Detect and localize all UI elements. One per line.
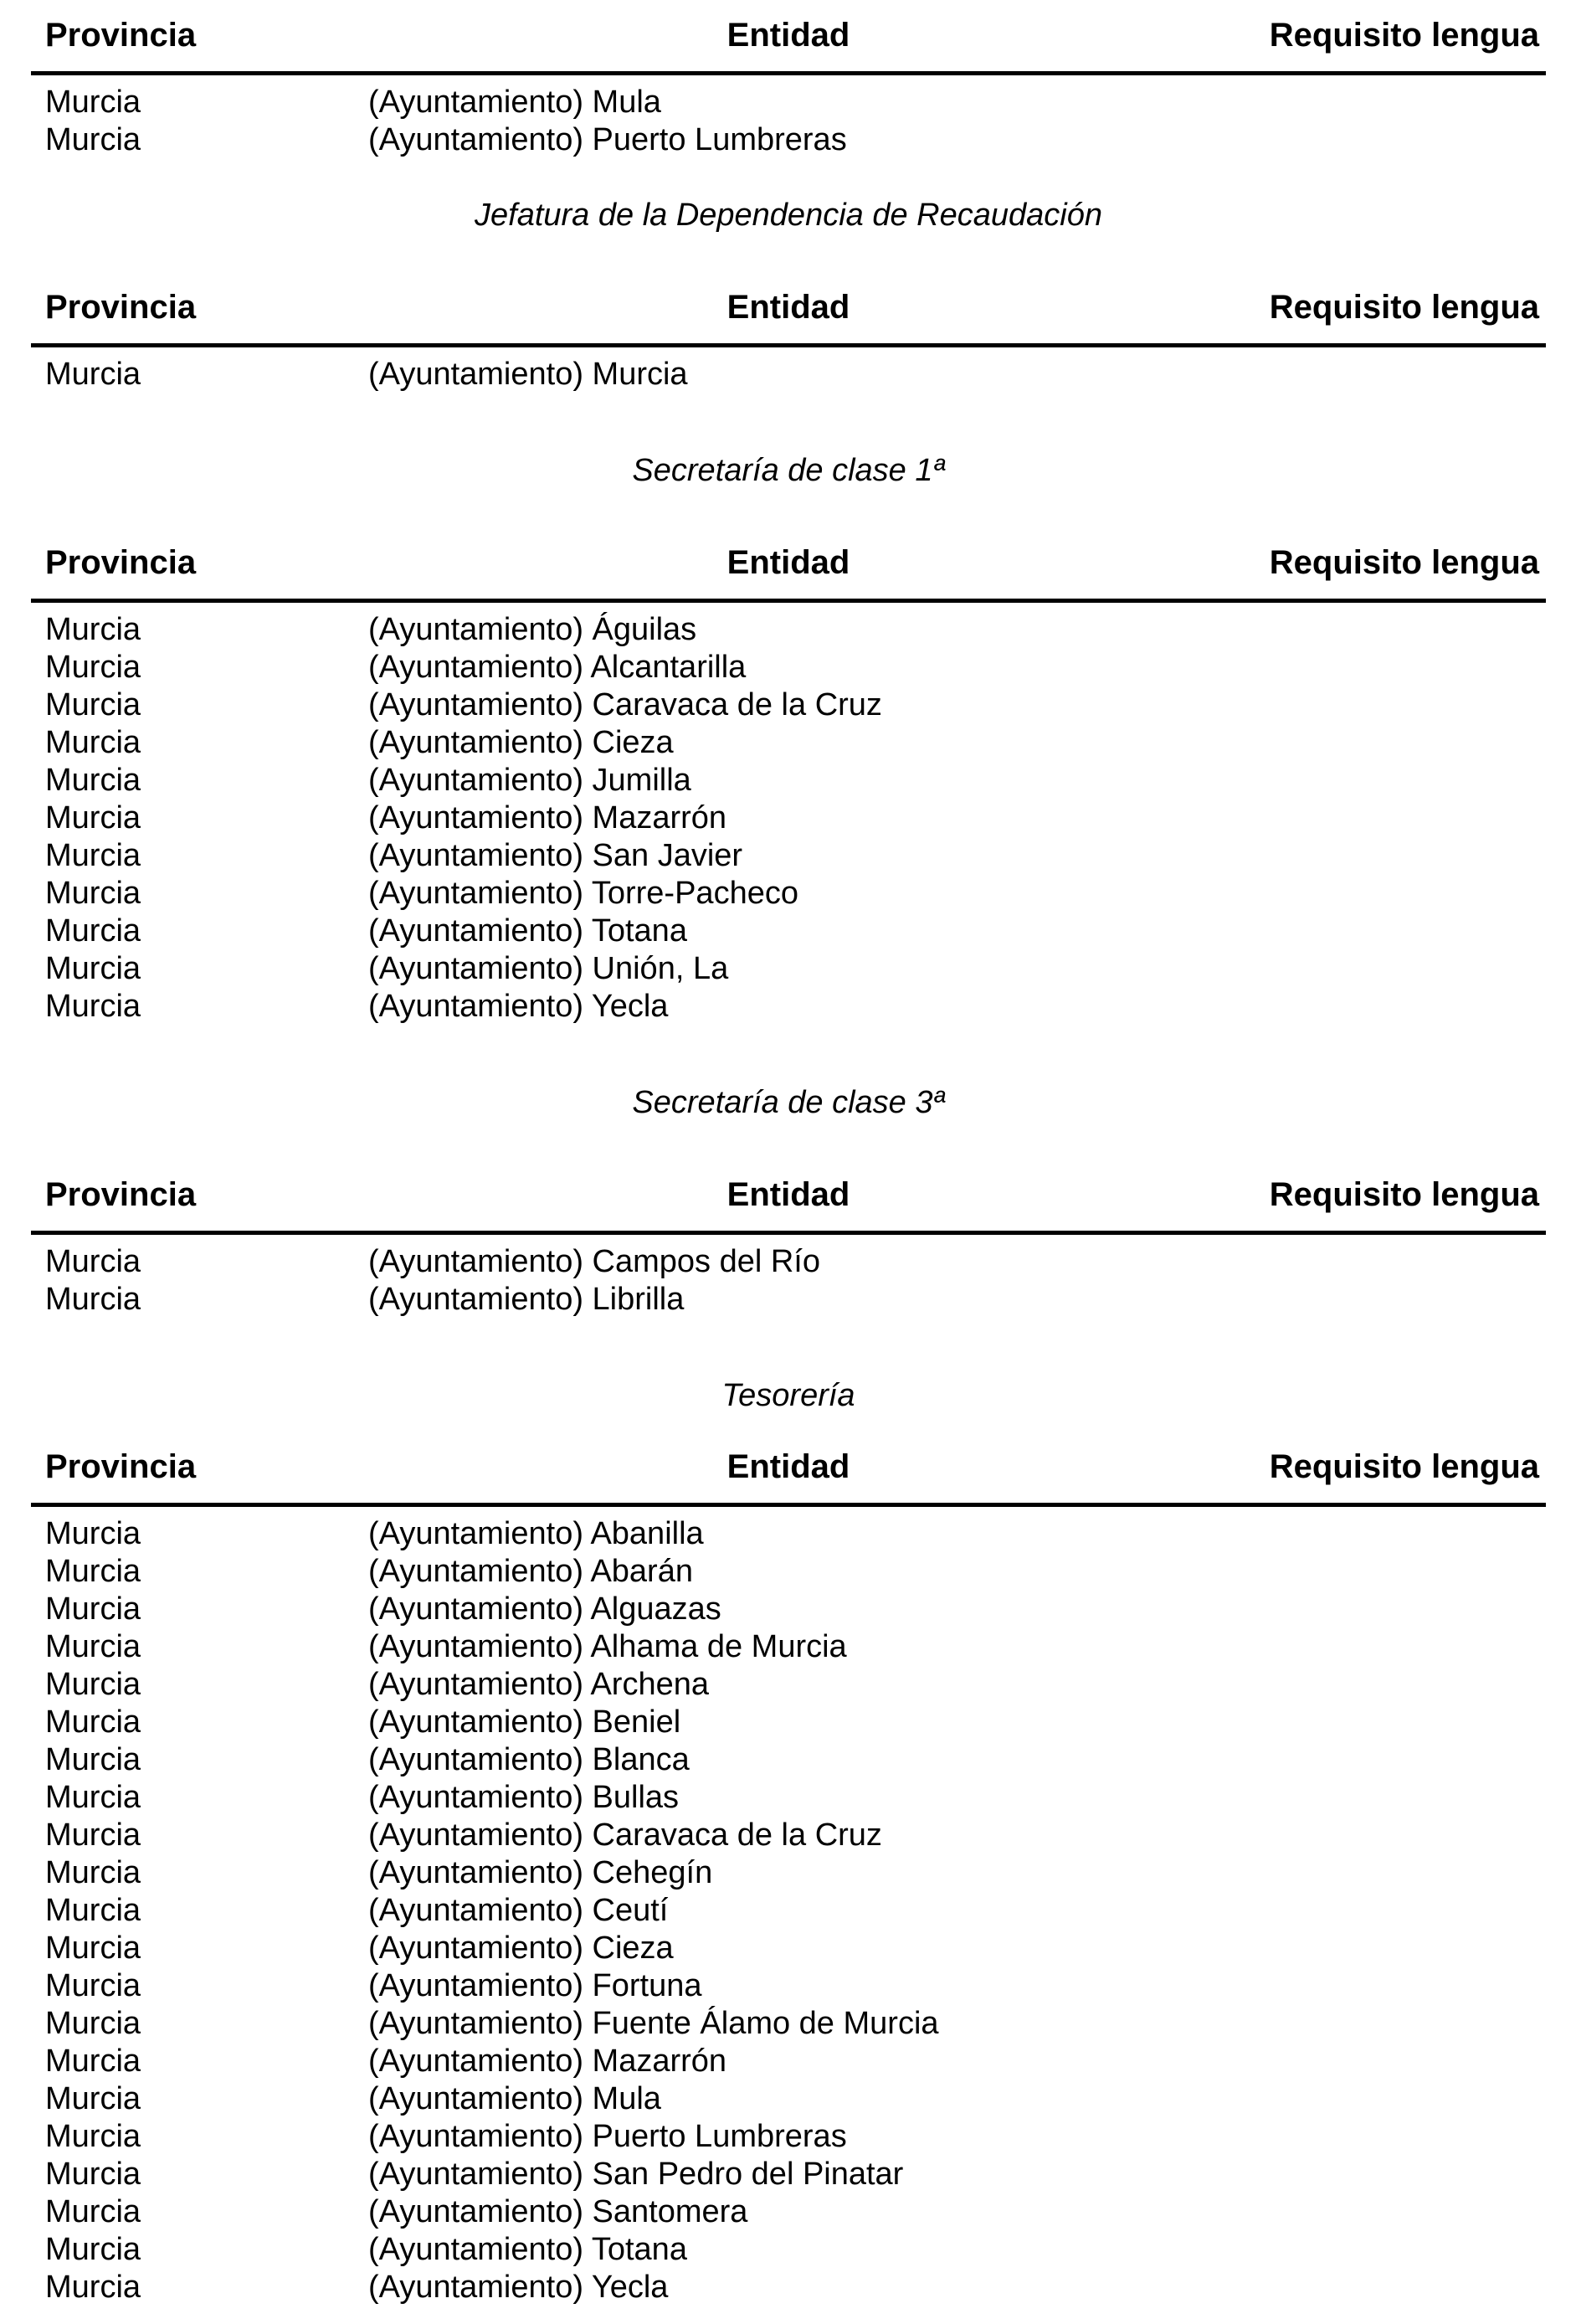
cell-provincia: Murcia xyxy=(45,913,141,949)
header-divider xyxy=(31,599,1546,603)
cell-provincia: Murcia xyxy=(45,1818,141,1853)
cell-provincia: Murcia xyxy=(45,1855,141,1890)
header-divider xyxy=(31,343,1546,347)
cell-entidad: (Ayuntamiento) Mazarrón xyxy=(368,800,727,836)
cell-entidad: (Ayuntamiento) San Javier xyxy=(368,838,743,873)
cell-entidad: (Ayuntamiento) Caravaca de la Cruz xyxy=(368,687,882,722)
table-header xyxy=(31,272,1546,347)
table-header xyxy=(31,1432,1546,1507)
cell-entidad: (Ayuntamiento) Abarán xyxy=(368,1554,693,1589)
cell-provincia: Murcia xyxy=(45,800,141,836)
table-header xyxy=(31,527,1546,603)
table-row xyxy=(31,1553,1546,1591)
column-header-provincia: Provincia xyxy=(45,1176,197,1213)
table-row xyxy=(31,121,1546,159)
column-header-entidad: Entidad xyxy=(726,544,850,581)
table-row xyxy=(31,1704,1546,1741)
cell-entidad: (Ayuntamiento) Alguazas xyxy=(368,1591,721,1627)
column-header-provincia: Provincia xyxy=(45,17,197,54)
cell-provincia: Murcia xyxy=(45,357,141,392)
cell-provincia: Murcia xyxy=(45,763,141,798)
table-row xyxy=(31,950,1546,988)
cell-provincia: Murcia xyxy=(45,2270,141,2305)
cell-provincia: Murcia xyxy=(45,1667,141,1702)
cell-entidad: (Ayuntamiento) Cehegín xyxy=(368,1855,713,1890)
cell-provincia: Murcia xyxy=(45,1591,141,1627)
cell-entidad: (Ayuntamiento) Caravaca de la Cruz xyxy=(368,1818,882,1853)
column-header-entidad: Entidad xyxy=(726,289,850,326)
table-row xyxy=(31,1892,1546,1930)
cell-provincia: Murcia xyxy=(45,2044,141,2079)
cell-entidad: (Ayuntamiento) Abanilla xyxy=(368,1516,704,1551)
cell-provincia: Murcia xyxy=(45,1931,141,1966)
table-row xyxy=(31,1666,1546,1704)
table-row xyxy=(31,1967,1546,2005)
table-row xyxy=(31,1628,1546,1666)
cell-provincia: Murcia xyxy=(45,725,141,760)
header-divider xyxy=(31,1503,1546,1507)
table-row xyxy=(31,913,1546,950)
table-row xyxy=(31,356,1546,393)
column-header-requisito: Requisito lengua xyxy=(1269,289,1539,326)
cell-provincia: Murcia xyxy=(45,2194,141,2229)
cell-entidad: (Ayuntamiento) Puerto Lumbreras xyxy=(368,122,847,157)
cell-entidad: (Ayuntamiento) Puerto Lumbreras xyxy=(368,2119,847,2154)
column-header-requisito: Requisito lengua xyxy=(1269,1448,1539,1485)
cell-entidad: (Ayuntamiento) Alcantarilla xyxy=(368,650,747,685)
column-header-provincia: Provincia xyxy=(45,544,197,581)
cell-provincia: Murcia xyxy=(45,1893,141,1928)
column-header-requisito: Requisito lengua xyxy=(1269,17,1539,54)
cell-entidad: (Ayuntamiento) Águilas xyxy=(368,612,697,647)
table-row xyxy=(31,2043,1546,2080)
cell-provincia: Murcia xyxy=(45,951,141,986)
table-row xyxy=(31,1817,1546,1854)
table-row xyxy=(31,837,1546,875)
column-header-entidad: Entidad xyxy=(726,1176,850,1213)
cell-provincia: Murcia xyxy=(45,1554,141,1589)
table-row xyxy=(31,988,1546,1026)
cell-provincia: Murcia xyxy=(45,1282,141,1317)
cell-provincia: Murcia xyxy=(45,2232,141,2267)
cell-provincia: Murcia xyxy=(45,1704,141,1740)
cell-provincia: Murcia xyxy=(45,1742,141,1777)
cell-entidad: (Ayuntamiento) Ceutí xyxy=(368,1893,669,1928)
section-title: Tesorería xyxy=(721,1378,855,1413)
table-row xyxy=(31,2231,1546,2269)
cell-entidad: (Ayuntamiento) Mula xyxy=(368,85,661,120)
cell-provincia: Murcia xyxy=(45,2157,141,2192)
column-header-requisito: Requisito lengua xyxy=(1269,544,1539,581)
cell-entidad: (Ayuntamiento) Yecla xyxy=(368,989,669,1024)
column-header-provincia: Provincia xyxy=(45,1448,197,1485)
table-row xyxy=(31,1515,1546,1553)
table-row xyxy=(31,2080,1546,2118)
cell-provincia: Murcia xyxy=(45,612,141,647)
cell-provincia: Murcia xyxy=(45,876,141,911)
cell-entidad: (Ayuntamiento) Santomera xyxy=(368,2194,748,2229)
table-row xyxy=(31,2118,1546,2156)
cell-entidad: (Ayuntamiento) Mula xyxy=(368,2081,661,2116)
table-row xyxy=(31,649,1546,686)
column-header-entidad: Entidad xyxy=(726,1448,850,1485)
table-row xyxy=(31,1779,1546,1817)
cell-provincia: Murcia xyxy=(45,1968,141,2003)
table-row xyxy=(31,1741,1546,1779)
section-title: Jefatura de la Dependencia de Recaudación xyxy=(475,198,1102,233)
table-row xyxy=(31,1854,1546,1892)
table-row xyxy=(31,2193,1546,2231)
cell-provincia: Murcia xyxy=(45,2119,141,2154)
cell-provincia: Murcia xyxy=(45,2006,141,2041)
table-row xyxy=(31,611,1546,649)
cell-entidad: (Ayuntamiento) Alhama de Murcia xyxy=(368,1629,847,1664)
cell-entidad: (Ayuntamiento) Unión, La xyxy=(368,951,729,986)
cell-entidad: (Ayuntamiento) Campos del Río xyxy=(368,1244,820,1279)
table-header xyxy=(31,0,1546,75)
cell-entidad: (Ayuntamiento) Murcia xyxy=(368,357,688,392)
table-row xyxy=(31,875,1546,913)
cell-entidad: (Ayuntamiento) Archena xyxy=(368,1667,709,1702)
cell-entidad: (Ayuntamiento) Yecla xyxy=(368,2270,669,2305)
header-divider xyxy=(31,71,1546,75)
cell-entidad: (Ayuntamiento) Mazarrón xyxy=(368,2044,727,2079)
table-row xyxy=(31,762,1546,800)
cell-entidad: (Ayuntamiento) Torre-Pacheco xyxy=(368,876,798,911)
table-row xyxy=(31,724,1546,762)
table-row xyxy=(31,2005,1546,2043)
cell-entidad: (Ayuntamiento) San Pedro del Pinatar xyxy=(368,2157,904,2192)
table-row xyxy=(31,2269,1546,2306)
cell-provincia: Murcia xyxy=(45,85,141,120)
cell-provincia: Murcia xyxy=(45,1780,141,1815)
cell-entidad: (Ayuntamiento) Cieza xyxy=(368,725,674,760)
table-row xyxy=(31,686,1546,724)
table-row xyxy=(31,800,1546,837)
cell-provincia: Murcia xyxy=(45,838,141,873)
table-row xyxy=(31,1281,1546,1319)
table-row xyxy=(31,1243,1546,1281)
cell-provincia: Murcia xyxy=(45,122,141,157)
table-row xyxy=(31,84,1546,121)
section-title: Secretaría de clase 3ª xyxy=(632,1085,945,1120)
cell-entidad: (Ayuntamiento) Beniel xyxy=(368,1704,681,1740)
column-header-provincia: Provincia xyxy=(45,289,197,326)
cell-entidad: (Ayuntamiento) Bullas xyxy=(368,1780,680,1815)
cell-entidad: (Ayuntamiento) Fuente Álamo de Murcia xyxy=(368,2006,939,2041)
column-header-entidad: Entidad xyxy=(726,17,850,54)
cell-entidad: (Ayuntamiento) Librilla xyxy=(368,1282,685,1317)
cell-entidad: (Ayuntamiento) Blanca xyxy=(368,1742,690,1777)
header-divider xyxy=(31,1231,1546,1235)
cell-provincia: Murcia xyxy=(45,1516,141,1551)
cell-provincia: Murcia xyxy=(45,2081,141,2116)
cell-provincia: Murcia xyxy=(45,650,141,685)
cell-provincia: Murcia xyxy=(45,1244,141,1279)
cell-provincia: Murcia xyxy=(45,989,141,1024)
cell-entidad: (Ayuntamiento) Cieza xyxy=(368,1931,674,1966)
cell-entidad: (Ayuntamiento) Fortuna xyxy=(368,1968,702,2003)
cell-provincia: Murcia xyxy=(45,687,141,722)
table-header xyxy=(31,1159,1546,1235)
table-row xyxy=(31,1591,1546,1628)
table-row xyxy=(31,1930,1546,1967)
cell-entidad: (Ayuntamiento) Totana xyxy=(368,913,687,949)
cell-entidad: (Ayuntamiento) Jumilla xyxy=(368,763,691,798)
cell-provincia: Murcia xyxy=(45,1629,141,1664)
table-row xyxy=(31,2156,1546,2193)
column-header-requisito: Requisito lengua xyxy=(1269,1176,1539,1213)
section-title: Secretaría de clase 1ª xyxy=(632,453,945,488)
cell-entidad: (Ayuntamiento) Totana xyxy=(368,2232,687,2267)
